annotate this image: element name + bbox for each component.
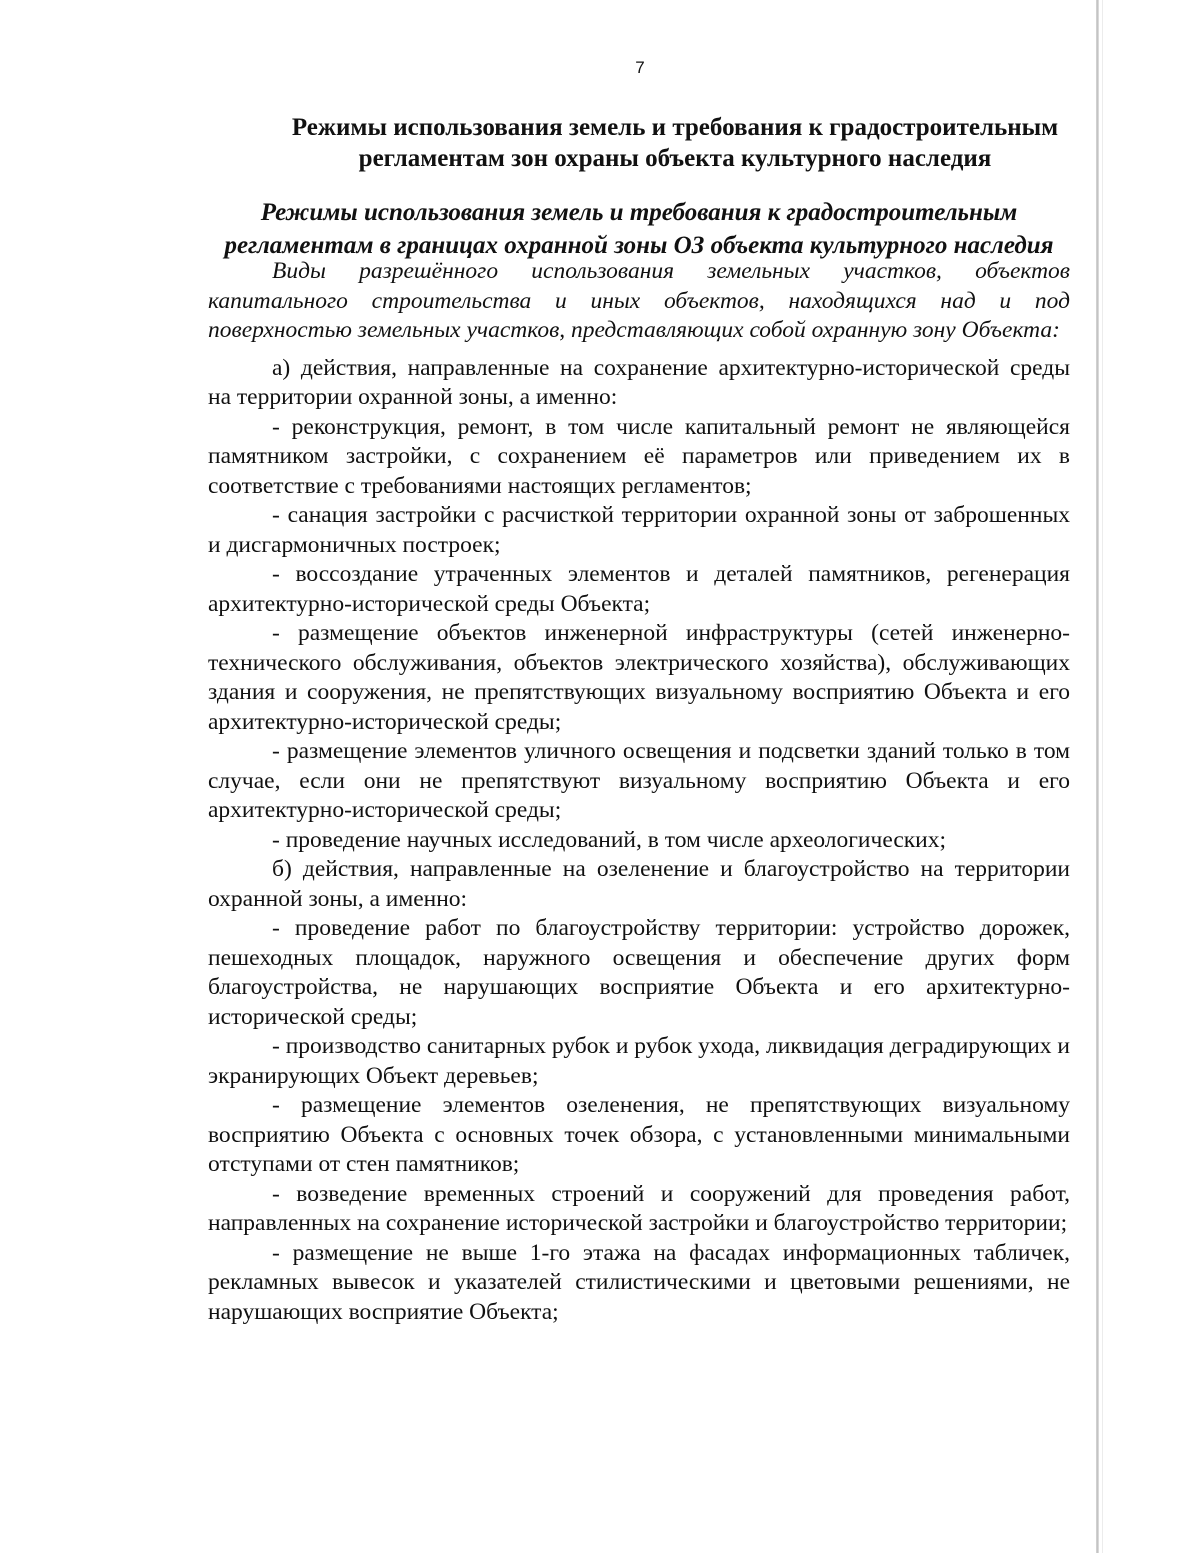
paragraph: а) действия, направленные на сохранение архитектурно-исторической среды на территории охранной зоны, а именно: [208, 354, 1070, 410]
title-line: регламентам зон охраны объекта культурного наследия [358, 145, 992, 172]
list-item: - проведение научных исследований, в том числе археологических; [272, 826, 947, 853]
list-item: - реконструкция, ремонт, в том числе капитальный ремонт не являющейся памятником застройки, с сохранением её параметров или приведением их в соответствие с требованиями настоящих регламентов; [208, 413, 1070, 499]
paragraph: б) действия, направленные на озеленение и благоустройство на территории охранной зоны, а именно: [208, 856, 1070, 912]
section-subtitle [208, 196, 1070, 262]
list-item: - размещение не выше 1-го этажа на фасадах информационных табличек, рекламных вывесок и указателей стилистическими и цветовыми решениями, не нарушающих восприятие Объекта; [208, 1239, 1070, 1325]
title-line: Режимы использования земель и требования к градостроительным [291, 114, 1059, 141]
list-item: - проведение работ по благоустройству территории: устройство дорожек, пешеходных площадок, наружного освещения и обеспечение других форм благоустройства, не нарушающих восприятие Объекта и его архитектурно-исторической среды; [208, 915, 1070, 1030]
subtitle-line: регламентам в границах охранной зоны ОЗ объекта культурного наследия [224, 232, 1054, 259]
list-item: - санация застройки с расчисткой территории охранной зоны от заброшенных и дисгармоничных построек; [208, 502, 1070, 558]
list-item: - размещение элементов озеленения, не препятствующих визуальному восприятию Объекта с основных точек обзора, с установленными минимальными отступами от стен памятников; [208, 1092, 1070, 1177]
intro-paragraph: Виды разрешённого использования земельных участков, объектов капитального строительства и иных объектов, находящихся над и под поверхностью земельных участков, представляющих собой охранную зону Объекта: [208, 258, 1070, 343]
list-item: - размещение объектов инженерной инфраструктуры (сетей инженерно-технического обслуживания, объектов электрического хозяйства), обслуживающих здания и сооружения, не препятствующих визуальному восприятию Объекта и его архитектурно-исторической среды; [208, 620, 1070, 735]
list-item: - воссоздание утраченных элементов и деталей памятников, регенерация архитектурно-исторической среды Объекта; [208, 561, 1070, 617]
subtitle-line: Режимы использования земель и требования к градостроительным [260, 199, 1018, 226]
list-item: - возведение временных строений и сооружений для проведения работ, направленных на сохранение исторической застройки и благоустройство территории; [208, 1180, 1070, 1236]
document-body [208, 257, 1070, 1327]
document-title [250, 112, 1100, 174]
list-item: - размещение элементов уличного освещения и подсветки зданий только в том случае, если они не препятствуют визуальному восприятию Объекта и его архитектурно-исторической среды; [208, 738, 1070, 823]
list-item: - производство санитарных рубок и рубок ухода, ликвидация деградирующих и экранирующих Объект деревьев; [208, 1033, 1070, 1089]
scan-edge [1096, 0, 1099, 1553]
scan-edge-line [1102, 0, 1103, 1553]
page-number: 7 [635, 58, 645, 77]
